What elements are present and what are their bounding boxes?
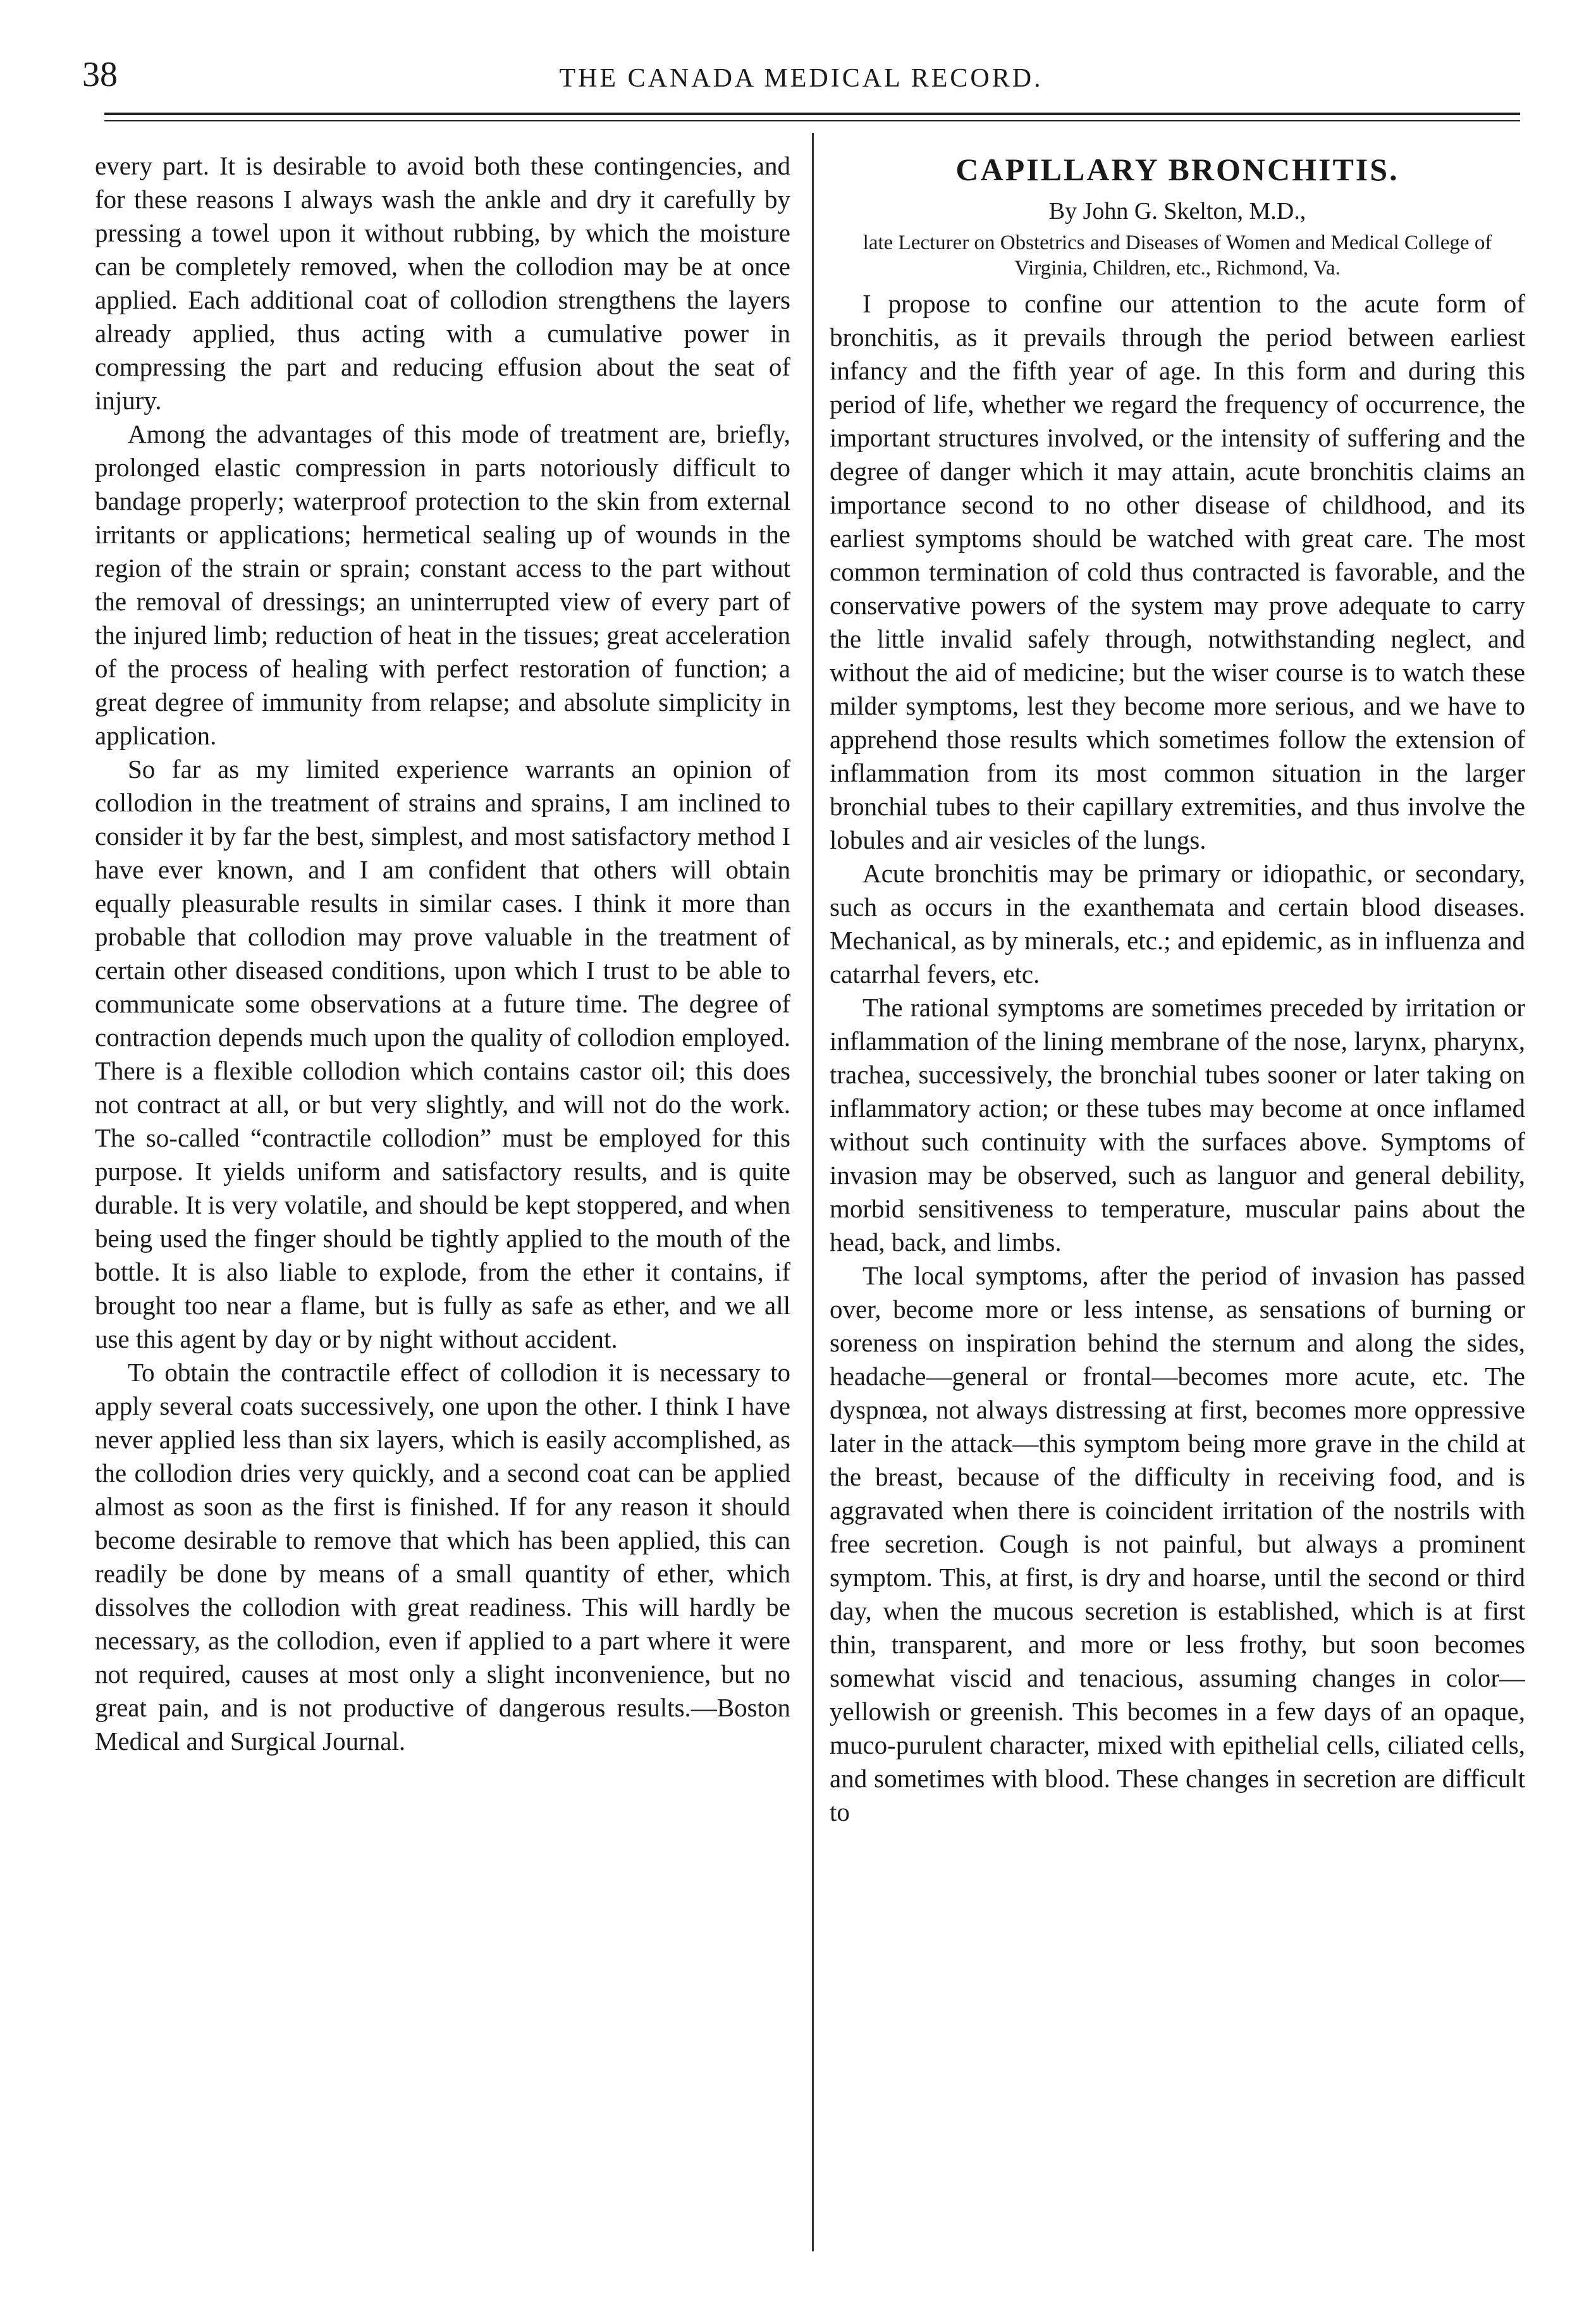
page-number: 38 xyxy=(82,55,118,94)
right-paragraph-2: Acute bronchitis may be primary or idiopathic, or secondary, such as occurs in the exanthemata and certain blood diseases. Mechanical, as by minerals, etc.; and epidemic, as in influenza and catarrhal fevers, etc. xyxy=(830,859,1525,988)
left-paragraph-3: So far as my limited experience warrants an opinion of collodion in the treatment of strains and sprains, I am inclined to consider it by far the best, simplest, and most satisfactory method I have ever known, and I am confident that others will obtain equally pleasurable results in similar cases. I think it more than probable that collodion may prove valuable in the treatment of certain other diseased conditions, upon which I trust to be able to communicate some observations at a future time. The degree of contraction depends much upon the quality of collodion employed. There is a flexible collodion which contains castor oil; this does not contract at all, or but very slightly, and will not do the work. The so-called “contractile collodion” must be employed for this purpose. It yields uniform and satisfactory results, and is quite durable. It is very volatile, and should be kept stoppered, and when being used the finger should be tightly applied to the mouth of the bottle. It is also liable to explode, from the ether it contains, if brought too near a flame, but is fully as safe as ether, and we all use this agent by day or by night without accident. xyxy=(95,754,790,1353)
article-byline: By John G. Skelton, M.D., xyxy=(1048,198,1306,225)
running-head xyxy=(82,49,1520,100)
column-divider xyxy=(812,133,814,2251)
left-paragraph-1: every part. It is desirable to avoid both these contingencies, and for these reasons I always wash the ankle and dry it carefully by pressing a towel upon it without rubbing, by which the moisture can be completely removed, when the collodion may be at once applied. Each additional coat of collodion strengthens the layers already applied, thus acting with a cumulative power in compressing the part and reducing effusion about the seat of injury. xyxy=(95,151,790,415)
article-title: CAPILLARY BRONCHITIS. xyxy=(955,152,1399,187)
header-rule-thick xyxy=(104,113,1520,115)
author-affiliation: late Lecturer on Obstetrics and Diseases of Women and Medical College of Virginia, Children, etc., Richmond, Va. xyxy=(862,231,1492,280)
journal-title: THE CANADA MEDICAL RECORD. xyxy=(559,64,1043,93)
header-rule-thin xyxy=(104,120,1520,121)
left-column xyxy=(95,149,790,2249)
right-paragraph-1: I propose to confine our attention to the acute form of bronchitis, as it prevails through the period between earliest infancy and the fifth year of age. In this form and during this period of life, whether we regard the frequency of occurrence, the important structures involved, or the intensity of suffering and the degree of danger which it may attain, acute bronchitis claims an importance second to no other disease of childhood, and its earliest symptoms should be watched with great care. The most common termination of cold thus contracted is favorable, and the conservative powers of the system may prove adequate to carry the little invalid safely through, notwithstanding neglect, and without the aid of medicine; but the wiser course is to watch these milder symptoms, lest they become more serious, and we have to apprehend those results which sometimes follow the extension of inflammation from its most common situation in the larger bronchial tubes to their capillary extremities, and thus involve the lobules and air vesicles of the lungs. xyxy=(830,289,1525,854)
right-paragraph-4: The local symptoms, after the period of invasion has passed over, become more or less intense, as sensations of burning or soreness on inspiration behind the sternum and along the sides, headache—general or frontal—becomes more acute, etc. The dyspnœa, not always distressing at first, becomes more oppressive later in the attack—this symptom being more grave in the child at the breast, because of the difficulty in receiving food, and is aggravated when there is coincident irritation of the nostrils with free secretion. Cough is not painful, but always a prominent symptom. This, at first, is dry and hoarse, until the second or third day, when the mucous secretion is established, which is at first thin, transparent, and more or less frothy, but soon becomes somewhat viscid and tenacious, assuming changes in color—yellowish or greenish. This becomes in a few days of an opaque, muco-purulent character, mixed with epithelial cells, ciliated cells, and sometimes with blood. These changes in secretion are difficult to xyxy=(830,1261,1525,1826)
right-paragraph-3: The rational symptoms are sometimes preceded by irritation or inflammation of the lining membrane of the nose, larynx, pharynx, trachea, successively, the bronchial tubes sooner or later taking on inflammatory action; or these tubes may become at once inflamed without such continuity with the surfaces above. Symptoms of invasion may be observed, such as languor and general debility, morbid sensitiveness to temperature, muscular pains about the head, back, and limbs. xyxy=(830,993,1525,1257)
left-paragraph-2: Among the advantages of this mode of treatment are, briefly, prolonged elastic compression in parts notoriously difficult to bandage properly; waterproof protection to the skin from external irritants or applications; hermetical sealing up of wounds in the region of the strain or sprain; constant access to the part without the removal of dressings; an uninterrupted view of every part of the injured limb; reduction of heat in the tissues; great acceleration of the process of healing with perfect restoration of function; a great degree of immunity from relapse; and absolute simplicity in application. xyxy=(95,419,790,750)
left-paragraph-4: To obtain the contractile effect of collodion it is necessary to apply several coats successively, one upon the other. I think I have never applied less than six layers, which is easily accomplished, as the collodion dries very quickly, and a second coat can be applied almost as soon as the first is finished. If for any reason it should become desirable to remove that which has been applied, this can readily be done by means of a small quantity of ether, which dissolves the collodion with great readiness. This will hardly be necessary, as the collodion, even if applied to a part where it were not required, causes at most only a slight inconvenience, but no great pain, and is not productive of dangerous results.—Boston Medical and Surgical Journal. xyxy=(95,1358,790,1756)
right-column xyxy=(830,149,1525,2249)
